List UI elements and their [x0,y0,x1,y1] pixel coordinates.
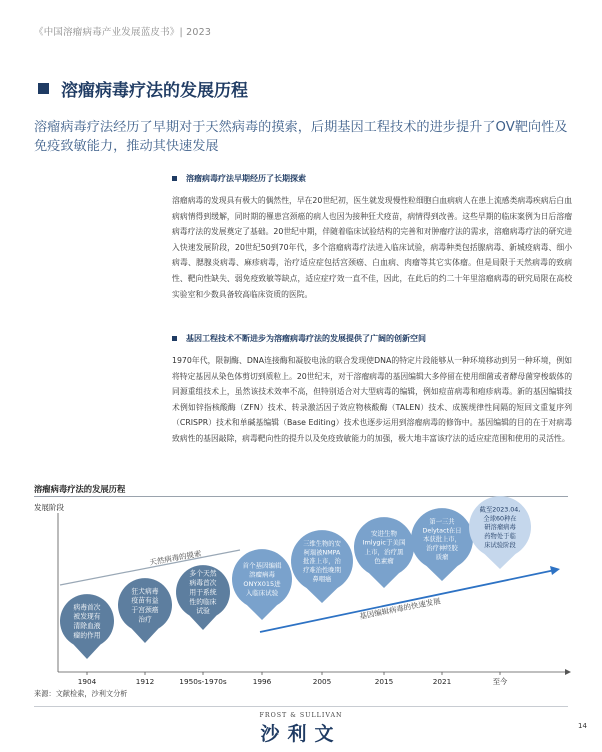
milestone-8 [469,496,531,686]
late-band-label: 基因编辑病毒的快速发展 [358,596,442,621]
milestone-text: 狂犬病毒疫苗有益于宫颈癌治疗 [131,587,159,624]
frost-sullivan-logo [250,712,352,746]
milestone-5 [291,530,353,686]
lead-summary: 溶瘤病毒疗法经历了早期对于天然病毒的摸索，后期基因工程技术的进步提升了OV靶向性及免疫致敏能力，推动其快速发展 [34,120,568,154]
source-note: 来源：文献检索，沙利文分析 [34,689,128,698]
milestone-year: 2005 [312,677,332,686]
report-header: 《中国溶瘤病毒产业发展蓝皮书》| 2023 [34,27,212,38]
milestone-text: 病毒首次被发现有清除血液瘤的作用 [73,603,101,640]
logo-chinese-text: 沙利文 [260,723,342,745]
milestone-3 [176,565,230,686]
section-paragraph-2: 1970年代，限制酶、DNA连接酶和凝胶电泳的联合发现使DNA的特定片段能够从一种环境移动到另一种环境，例如将特定基因从染色体剪切到质粒上。20世纪末，对于溶瘤病毒的基因编辑大多停留在使用细菌或者酵母菌穿梭载体的同源重组技术上，虽然该技术效率不高，但特别适合对大型病毒的编辑，例如痘苗病毒和疱疹病毒。新的基因编辑技术例如锌指核酸酶（ZFN）技术、转录激活因子效应物核酸酶（TALEN）技术、成簇规律性间隔的短回文重复序列（CRISPR）技术和单碱基编辑（Base Editing）技术也逐步运用到溶瘤病毒的修饰中。基因编辑的目的在于对病毒致病性的基因敲除，病毒靶向性的提升以及免疫致敏能力的加强，极大地丰富该疗法的适应症范围和使用的灵活性。 [172,356,572,443]
page-number: 14 [578,722,587,730]
milestone-year: 2015 [374,677,394,686]
section-paragraph-1: 溶瘤病毒的发现具有极大的偶然性，早在20世纪初，医生就发现慢性粒细胞白血病病人在患上流感类病毒疾病后白血病病情得到缓解，同时期的罹患宫颈癌的病人也因为接种狂犬疫苗，病情得到改善。这些早期的临床案例为日后溶瘤病毒疗法的发展奠定了基础。20世纪中期，伴随着临床试验结构的完善和对肿瘤疗法的需求，溶瘤病毒疗法的研究进入快速发展阶段，20世纪50到70年代，多个溶瘤病毒疗法进入临床试验，病毒种类包括腺病毒、新城疫病毒、细小病毒、腮腺炎病毒、麻疹病毒，治疗适应症包括宫颈癌、白血病、肉瘤等其它实体瘤。但是局限于天然病毒的致病性、靶向性缺失、弱免疫致敏等缺点，适应症疗效一直不佳，因此，在此后的约二十年里溶瘤病毒的研究局限在高校实验室和少数具备较高临床资质的医院。 [172,196,572,299]
milestone-year: 1950s-1970s [179,677,227,686]
trend-arrow-icon [550,566,560,575]
axis-arrow-icon [565,669,571,675]
milestone-text: 安进生物 Imlygic于美国上市，治疗黑色素瘤 [362,529,406,565]
page-title-text: 溶瘤病毒疗法的发展历程 [61,81,248,101]
milestone-year: 1904 [77,677,97,686]
milestone-text: 多个天然病毒首次用于系统性的临床试验 [189,569,217,616]
section-heading-2-text: 基因工程技术不断进步为溶瘤病毒疗法的发展提供了广阔的创新空间 [186,334,426,343]
milestone-text: 三维生物的安柯瑞被NMPA 批准上市，治疗难治性晚期鼻咽癌 [303,540,341,584]
milestone-7 [411,508,473,686]
footer-rule [34,706,568,707]
timeline-title: 溶瘤病毒疗法的发展历程 [34,484,126,494]
early-band-label: 天然病毒的摸索 [148,548,203,567]
milestone-year: 1996 [252,677,272,686]
logo-latin-text: FROST & SULLIVAN [259,712,343,719]
milestone-text: 首个基因编辑溶瘤病毒 ONYX015进入临床试验 [242,561,282,597]
milestone-text: 第一三共 Delytact在日本获批上市，治疗神经胶质瘤 [422,518,462,562]
milestone-2 [118,578,172,686]
milestone-text: 截至2023.04,全球60种在研溶瘤病毒药物处于临床试验阶段 [479,506,521,550]
timeline-y-label: 发展阶段 [34,503,64,512]
milestone-year: 1912 [135,677,155,686]
milestone-year: 至今 [492,677,508,686]
section-heading-1-text: 溶瘤病毒疗法早期经历了长期探索 [186,174,306,183]
milestone-year: 2021 [432,677,452,686]
milestone-4 [232,549,292,686]
